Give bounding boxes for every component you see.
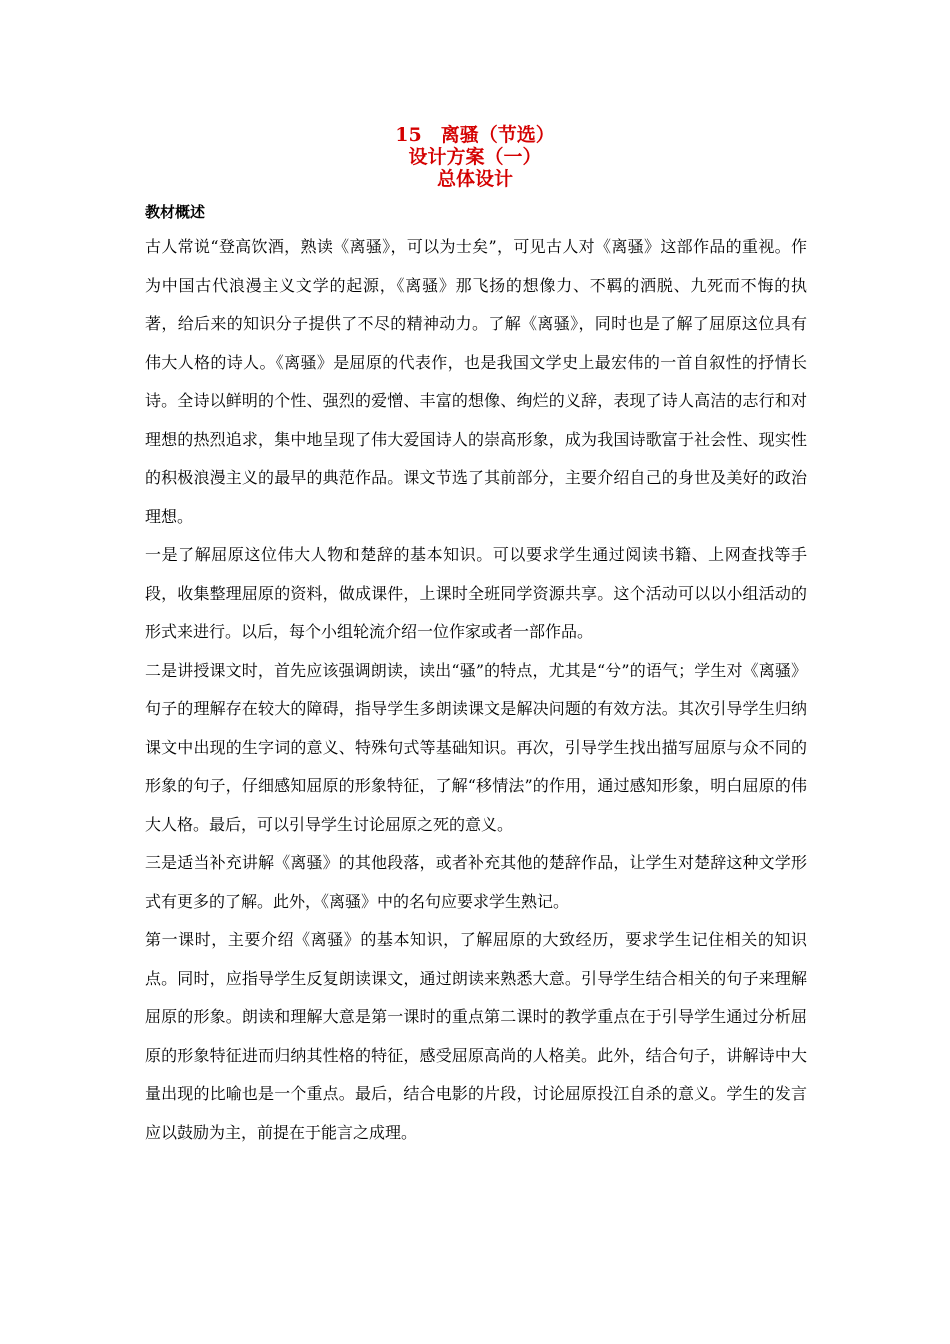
document-title — [0, 124, 950, 190]
title-line-lesson: 15 离骚（节选） — [395, 124, 555, 146]
section-heading: 教材概述 — [145, 203, 206, 221]
paragraph-overview: 古人常说“登高饮酒，熟读《离骚》，可以为士矣”，可见古人对《离骚》这部作品的重视。作为中国古代浪漫主义文学的起源，《离骚》那飞扬的想像力、不羁的洒脱、九死而不悔的执著，给后来的知识分子提供了不尽的精神动力。了解《离骚》，同时也是了解了屈原这位具有伟大人格的诗人。《离骚》是屈原的代表作，也是我国文学史上最宏伟的一首自叙性的抒情长诗。全诗以鲜明的个性、强烈的爱憎、丰富的想像、绚烂的义辞，表现了诗人高洁的志行和对理想的热烈追求，集中地呈现了伟大爱国诗人的崇高形象，成为我国诗歌富于社会性、现实性的积极浪漫主义的最早的典范作品。课文节选了其前部分，主要介绍自己的身世及美好的政治理想。 — [145, 237, 807, 526]
paragraph-point-two: 二是讲授课文时，首先应该强调朗读，读出“骚”的特点，尤其是“兮”的语气；学生对《离骚》句子的理解存在较大的障碍，指导学生多朗读课文是解决问题的有效方法。其次引导学生归纳课文中出现的生字词的意义、特殊句式等基础知识。再次，引导学生找出描写屈原与众不同的形象的句子，仔细感知屈原的形象特征，了解“移情法”的作用，通过感知形象，明白屈原的伟大人格。最后，可以引导学生讨论屈原之死的意义。 — [145, 660, 807, 834]
paragraph-point-one: 一是了解屈原这位伟大人物和楚辞的基本知识。可以要求学生通过阅读书籍、上网查找等手段，收集整理屈原的资料，做成课件，上课时全班同学资源共享。这个活动可以以小组活动的形式来进行。以后，每个小组轮流介绍一位作家或者一部作品。 — [145, 545, 807, 641]
title-line-overall: 总体设计 — [436, 168, 513, 190]
title-line-plan: 设计方案（一） — [408, 146, 542, 168]
paragraph-lesson-plan: 第一课时，主要介绍《离骚》的基本知识，了解屈原的大致经历，要求学生记住相关的知识点。同时，应指导学生反复朗读课文，通过朗读来熟悉大意。引导学生结合相关的句子来理解屈原的形象。朗读和理解大意是第一课时的重点第二课时的教学重点在于引导学生通过分析屈原的形象特征进而归纳其性格的特征，感受屈原高尚的人格美。此外，结合句子，讲解诗中大量出现的比喻也是一个重点。最后，结合电影的片段，讨论屈原投江自杀的意义。学生的发言应以鼓励为主，前提在于能言之成理。 — [145, 930, 807, 1142]
paragraph-point-three: 三是适当补充讲解《离骚》的其他段落，或者补充其他的楚辞作品，让学生对楚辞这种文学形式有更多的了解。此外，《离骚》中的名句应要求学生熟记。 — [145, 853, 807, 911]
body-text — [145, 228, 807, 1152]
